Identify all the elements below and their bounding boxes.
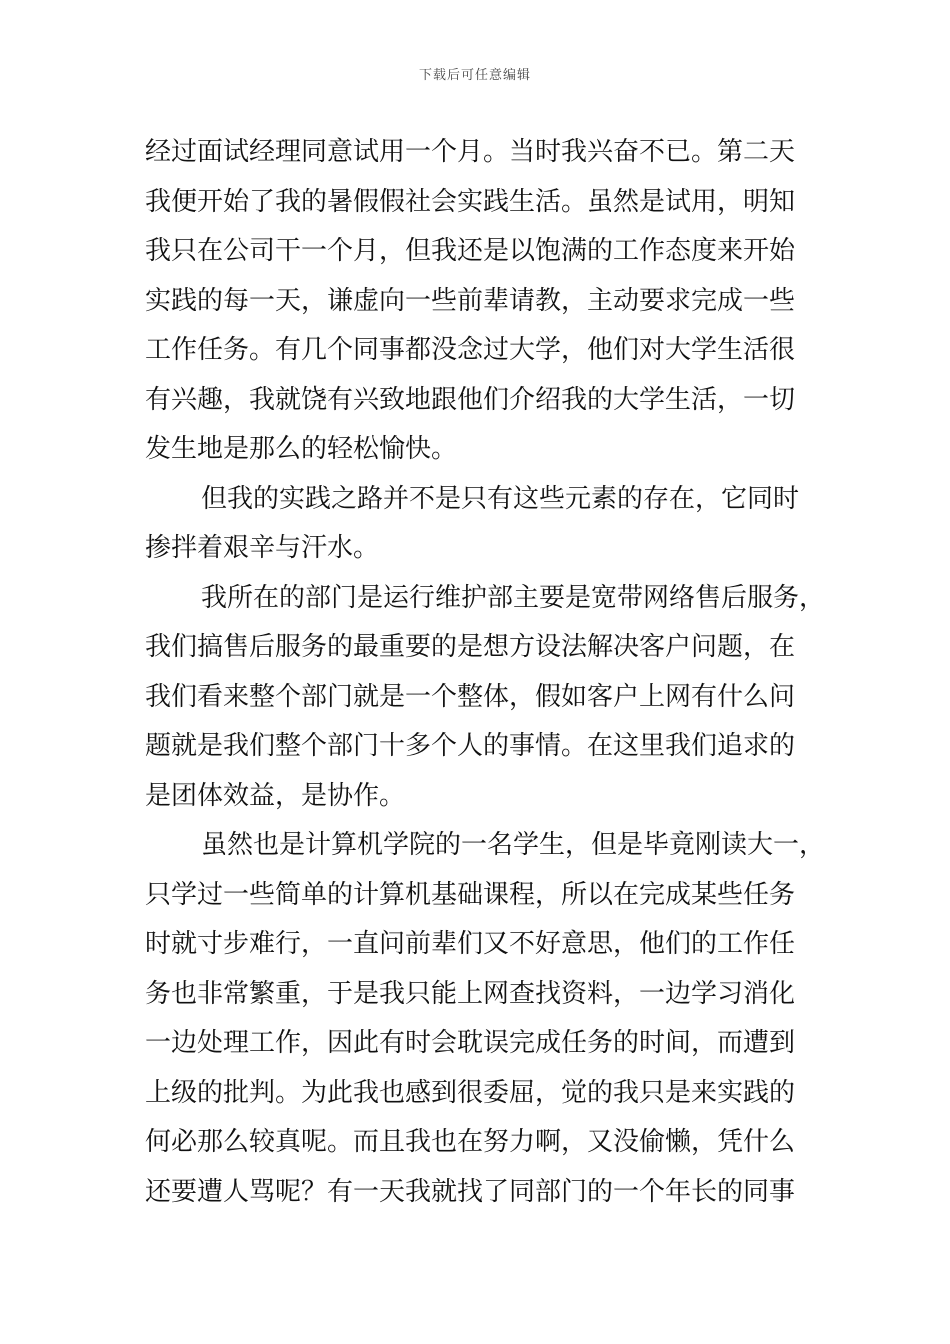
text-line: 我们看来整个部门就是一个整体，假如客户上网有什么问 xyxy=(145,681,796,712)
text-line: 只学过一些简单的计算机基础课程，所以在完成某些任务 xyxy=(145,879,796,910)
page-header: 下载后可任意编辑 xyxy=(418,68,531,83)
text-line: 时就寸步难行，一直问前辈们又不好意思，他们的工作任 xyxy=(145,929,796,959)
text-line: 发生地是那么的轻松愉快。 xyxy=(145,434,458,464)
text-line: 是团体效益，是协作。 xyxy=(145,780,406,811)
text-line: 上级的批判。为此我也感到很委屈，觉的我只是来实践的 xyxy=(145,1077,796,1108)
text-line: 实践的每一天，谦虚向一些前辈请教，主动要求完成一些 xyxy=(145,285,796,316)
text-line: 我便开始了我的暑假假社会实践生活。虽然是试用，明知 xyxy=(145,186,796,217)
text-line: 工作任务。有几个同事都没念过大学，他们对大学生活很 xyxy=(145,335,796,365)
document-body xyxy=(145,128,826,1217)
text-line: 掺拌着艰辛与汗水。 xyxy=(145,533,380,563)
paragraph-first-line: 我所在的部门是运行维护部主要是宽带网络售后服务， xyxy=(201,582,826,613)
text-line: 何必那么较真呢。而且我也在努力啊，又没偷懒，凭什么 xyxy=(145,1127,796,1157)
text-line: 我们搞售后服务的最重要的是想方设法解决客户问题，在 xyxy=(145,632,796,662)
text-line: 还要遭人骂呢？有一天我就找了同部门的一个年长的同事 xyxy=(145,1176,796,1207)
text-line: 一边处理工作，因此有时会耽误完成任务的时间，而遭到 xyxy=(145,1028,796,1058)
text-line: 有兴趣，我就饶有兴致地跟他们介绍我的大学生活，一切 xyxy=(145,384,796,415)
text-line: 我只在公司干一个月，但我还是以饱满的工作态度来开始 xyxy=(145,236,796,266)
text-line: 题就是我们整个部门十多个人的事情。在这里我们追求的 xyxy=(145,731,796,761)
paragraph-first-line: 虽然也是计算机学院的一名学生，但是毕竟刚读大一， xyxy=(201,830,826,860)
text-line: 经过面试经理同意试用一个月。当时我兴奋不已。第二天 xyxy=(145,137,796,167)
text-line: 务也非常繁重，于是我只能上网查找资料，一边学习消化 xyxy=(145,978,796,1009)
paragraph-first-line: 但我的实践之路并不是只有这些元素的存在，它同时 xyxy=(201,483,800,514)
